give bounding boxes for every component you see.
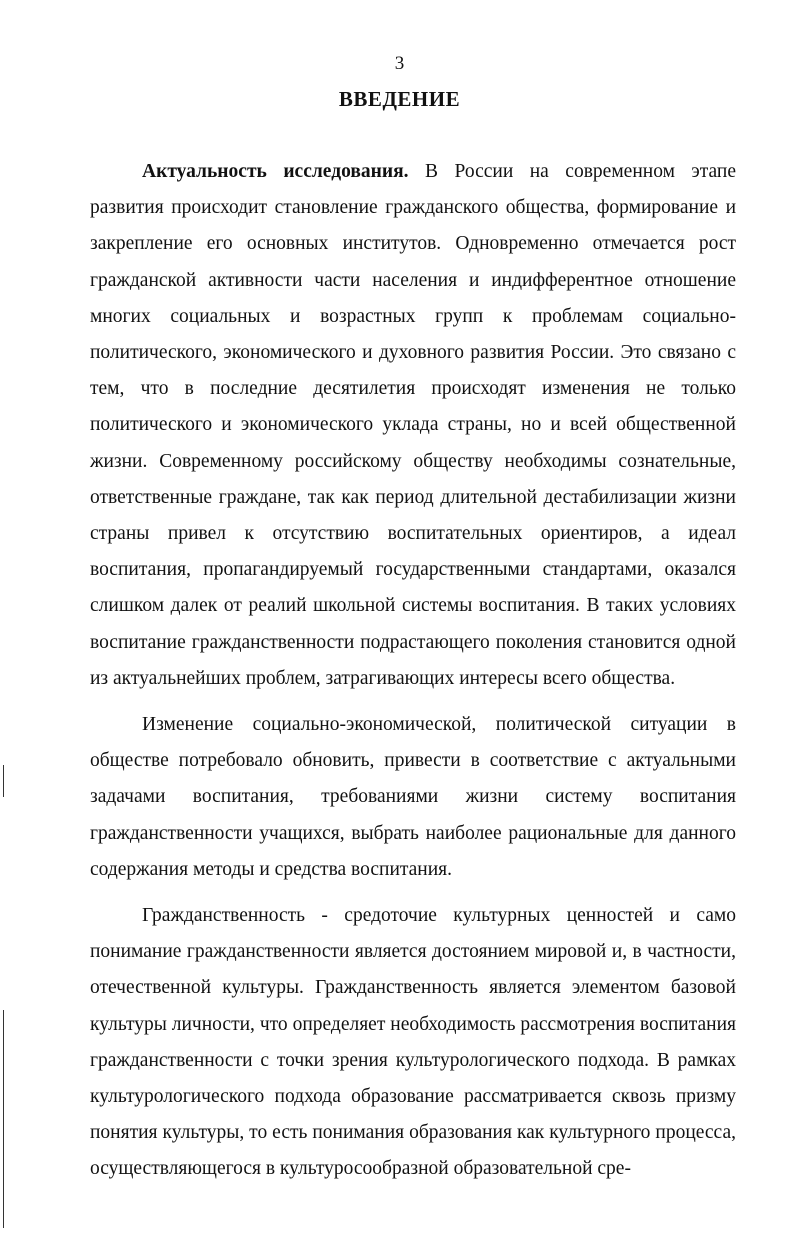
margin-line-upper [3, 765, 4, 797]
margin-line-lower [3, 1010, 4, 1228]
paragraph-relevance [90, 154, 736, 697]
paragraph-lead-heading: Актуальность исследования. [142, 161, 409, 182]
document-body [90, 154, 736, 1198]
page-title: ВВЕДЕНИЕ [338, 87, 461, 111]
paragraph-text: В России на современном этапе развития происходит становление гражданского общества, формирование и закрепление его основных институтов. Одновременно отмечается рост гражданской активности части населения и индифферентное отношение многих социальных и возрастных групп к проблемам социально-политического, экономического и духовного развития России. Это связано с тем, что в последние десятилетия происходят изменения не только политического и экономического уклада страны, но и всей общественной жизни. Современному российскому обществу необходимы сознательные, ответственные граждане, так как период длительной дестабилизации жизни страны привел к отсутствию воспитательных ориентиров, а идеал воспитания, пропагандируемый государственными стандартами, оказался слишком далек от реалий школьной системы воспитания. В таких условиях воспитание гражданственности подрастающего поколения становится одной из актуальнейших проблем, затрагивающих интересы всего общества. [90, 161, 737, 689]
page-number: 3 [394, 53, 405, 74]
paragraph-change: Изменение социально-экономической, политической ситуации в обществе потребовало обновить, привести в соответствие с актуальными задачами воспитания, требованиями жизни систему воспитания гражданственности учащихся, выбрать наиболее рациональные для данного содержания методы и средства воспитания. [90, 714, 736, 880]
paragraph-citizenship: Гражданственность - средоточие культурных ценностей и само понимание гражданственности является достоянием мировой и, в частности, отечественной культуры. Гражданственность является элементом базовой культуры личности, что определяет необходимость рассмотрения воспитания гражданственности с точки зрения культурологического подхода. В рамках культурологического подхода образование рассматривается сквозь призму понятия культуры, то есть понимания образования как культурного процесса, осуществляющегося в культуросообразной образовательной сре- [90, 905, 736, 1180]
